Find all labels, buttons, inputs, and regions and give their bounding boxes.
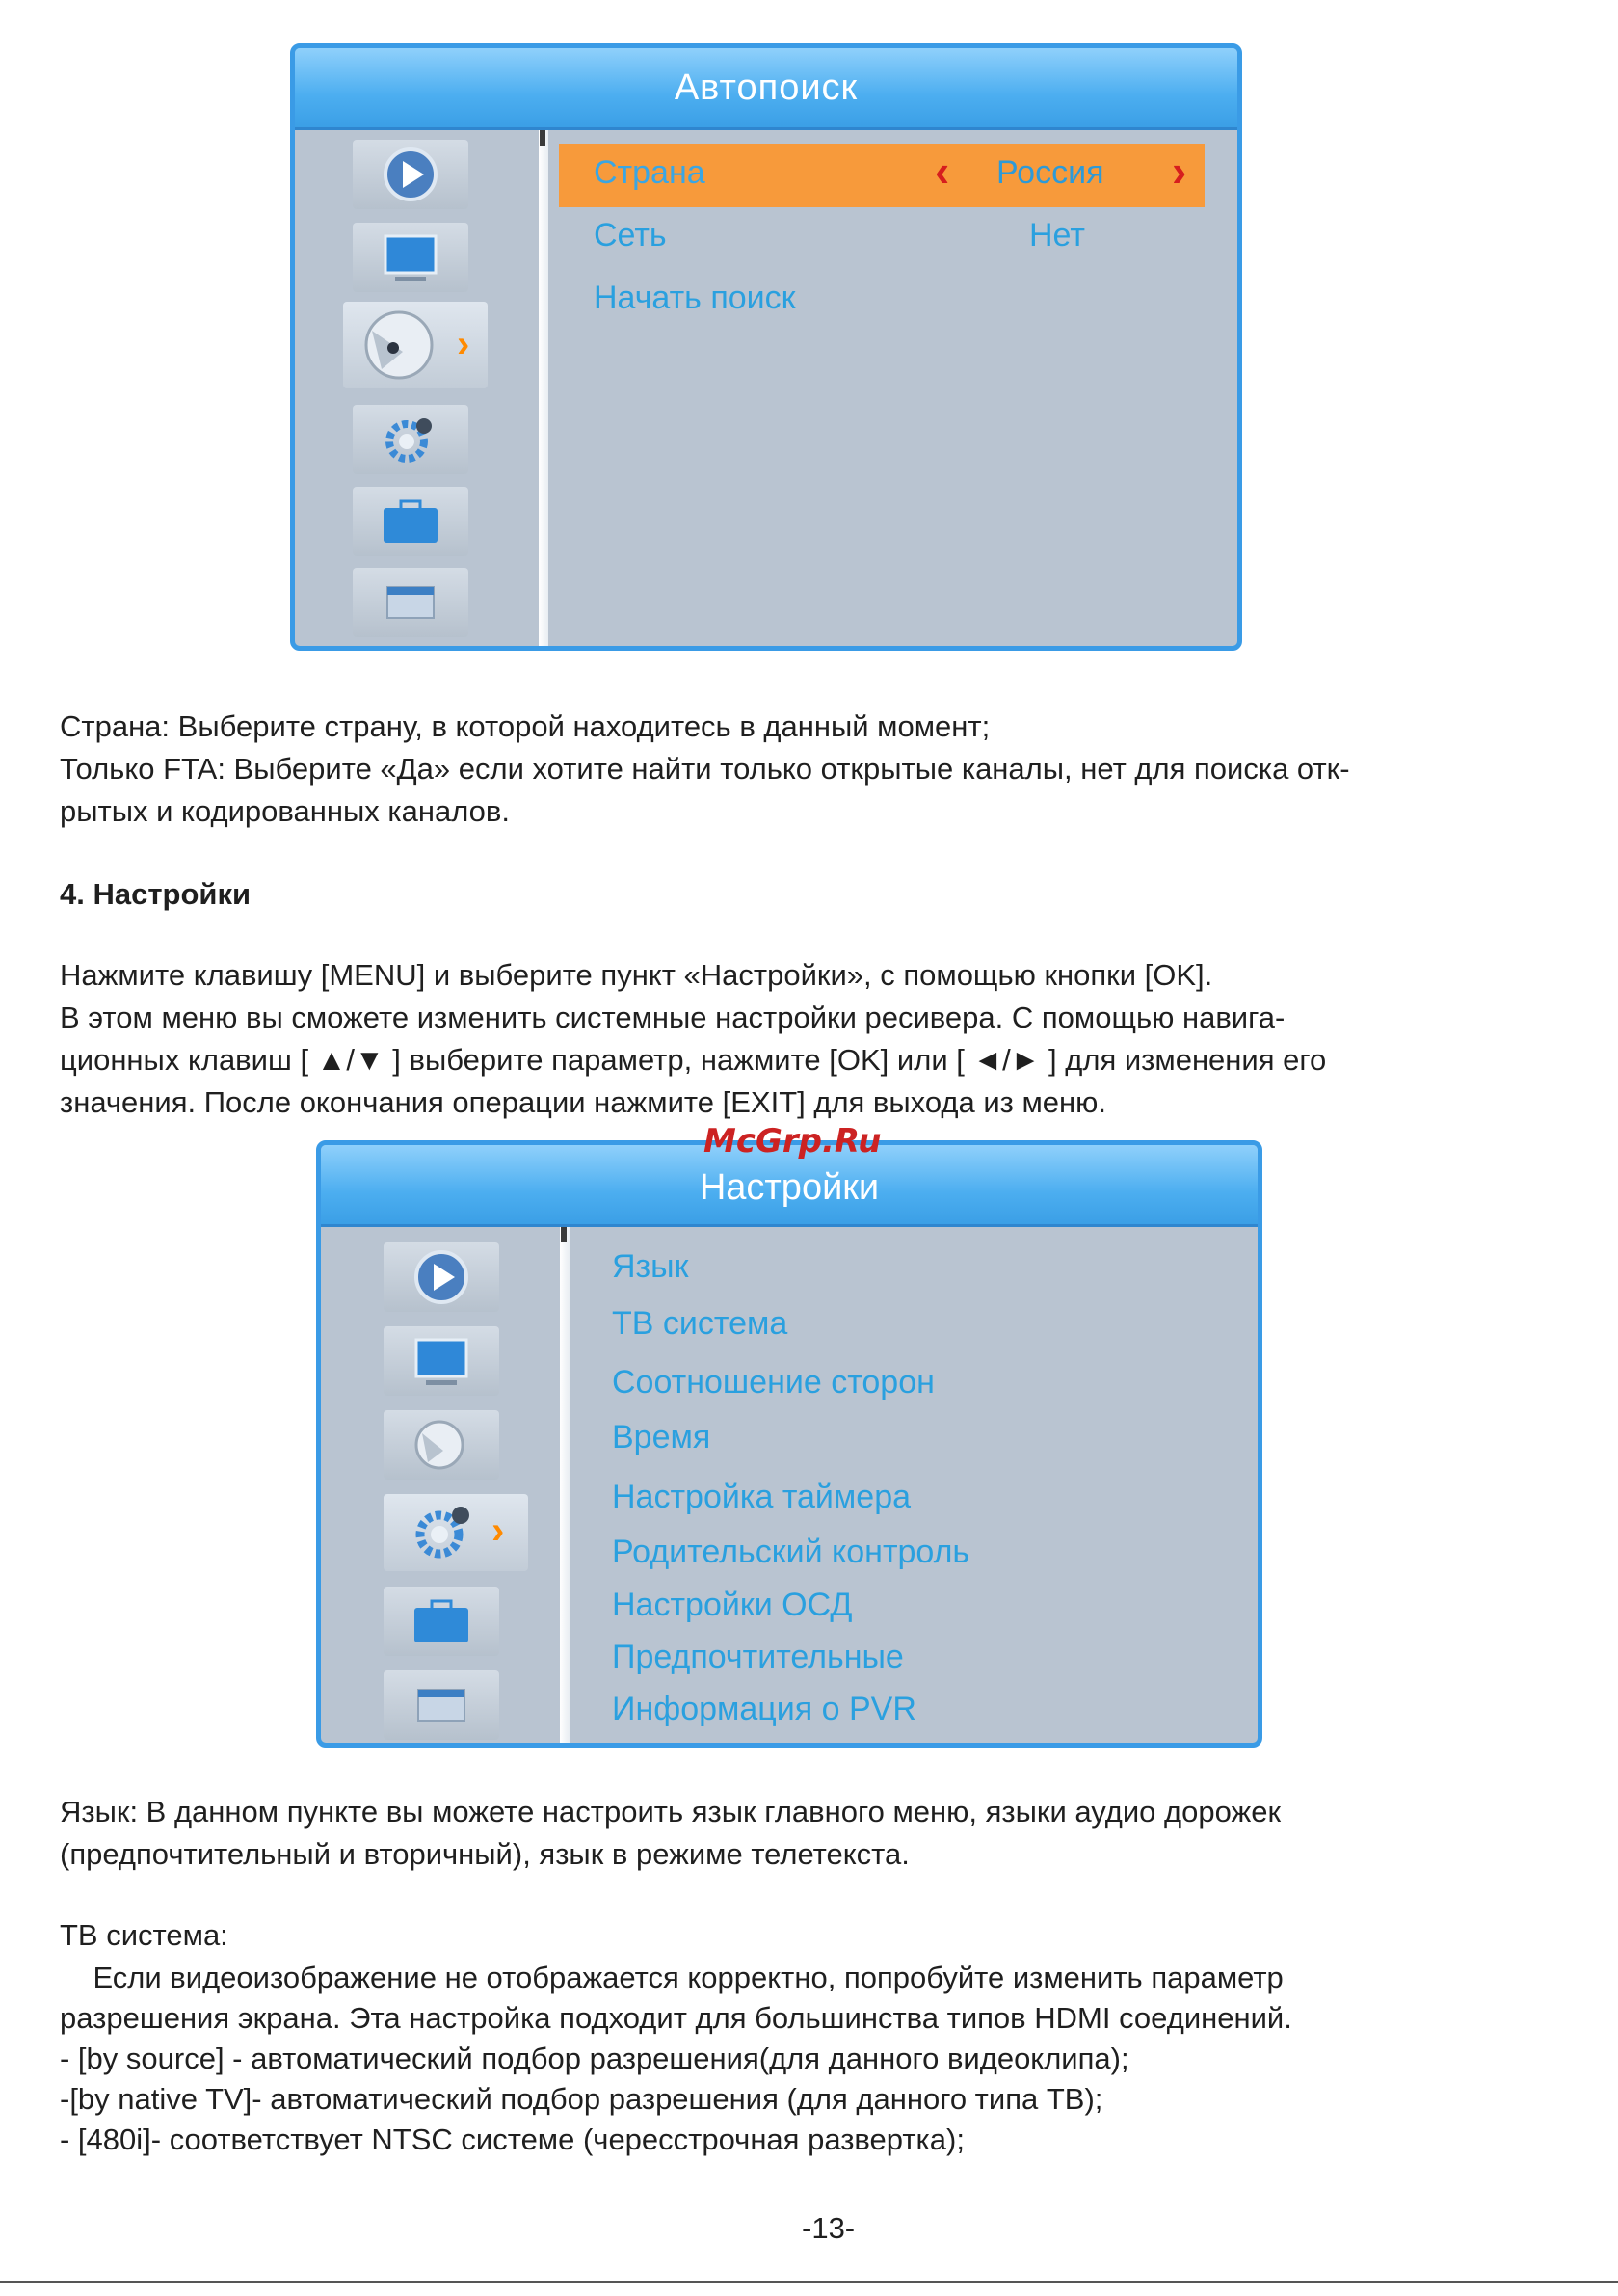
- media-icon-tile[interactable]: [384, 1242, 499, 1312]
- tv-icon-tile[interactable]: [384, 1326, 499, 1396]
- page-number: -13-: [802, 2211, 856, 2245]
- settings-icon-tile[interactable]: [384, 1494, 528, 1571]
- play-icon: [353, 140, 468, 209]
- settings-intro-line-2: В этом меню вы сможете изменить системные настройки ресивера. С помощью навига-: [60, 1001, 1286, 1034]
- menu-item-aspect-ratio[interactable]: Соотношение сторон: [612, 1364, 935, 1401]
- conax-card-icon: [353, 568, 468, 637]
- gear-icon: [384, 1494, 528, 1571]
- briefcase-icon: [353, 487, 468, 556]
- conax-icon-tile[interactable]: [384, 1670, 499, 1740]
- language-description-line-1: Язык: В данном пункте вы можете настроить язык главного меню, языки аудио дорожек: [60, 1795, 1282, 1829]
- section-heading: 4. Настройки: [60, 877, 252, 911]
- settings-divider: [560, 1227, 570, 1743]
- tv-system-line-1: Если видеоизображение не отображается корректно, попробуйте изменить параметр: [60, 1961, 1284, 1994]
- conax-card-icon: [384, 1670, 499, 1740]
- settings-intro-line-1: Нажмите клавишу [MENU] и выберите пункт «Настройки», с помощью кнопки [OK].: [60, 958, 1213, 992]
- menu-item-osd-settings[interactable]: Настройки ОСД: [612, 1587, 853, 1623]
- autosearch-title: Автопоиск: [674, 67, 859, 108]
- network-label[interactable]: Сеть: [594, 217, 667, 254]
- settings-intro-line-3: ционных клавиш [ ▲/▼ ] выберите параметр, нажмите [OK] или [ ◄/► ] для изменения его: [60, 1043, 1327, 1077]
- tv-system-line-4: -[by native TV]- автоматический подбор разрешения (для данного типа ТВ);: [60, 2082, 1103, 2116]
- start-search-item[interactable]: Начать поиск: [594, 280, 796, 316]
- country-label: Страна: [594, 154, 705, 191]
- country-description-line-3: рытых и кодированных каналов.: [60, 794, 510, 828]
- settings-screen: [316, 1140, 1262, 1748]
- satellite-icon-tile[interactable]: [384, 1410, 499, 1480]
- menu-item-pvr-info[interactable]: Информация о PVR: [612, 1691, 916, 1727]
- selected-arrow-icon: ›: [491, 1509, 505, 1552]
- settings-icon-column: [321, 1227, 562, 1743]
- menu-item-parental-control[interactable]: Родительский контроль: [612, 1534, 970, 1570]
- tv-system-heading: ТВ система:: [60, 1918, 228, 1952]
- autosearch-title-bar: [295, 48, 1237, 130]
- country-description-line-2: Только FTA: Выберите «Да» если хотите найти только открытые каналы, нет для поиска отк-: [60, 752, 1350, 786]
- settings-title: Настройки: [699, 1167, 880, 1208]
- play-icon: [384, 1242, 499, 1312]
- tv-system-line-2: разрешения экрана. Эта настройка подходит для большинства типов HDMI соединений.: [60, 2001, 1292, 2035]
- country-arrow-left[interactable]: ‹: [935, 146, 950, 196]
- watermark: McGrp.Ru: [703, 1122, 882, 1161]
- tv-icon-tile[interactable]: [353, 223, 468, 292]
- menu-item-language[interactable]: Язык: [612, 1248, 689, 1285]
- tv-system-line-5: - [480i]- соответствует NTSC системе (чересстрочная развертка);: [60, 2122, 965, 2156]
- menu-item-timer-setting[interactable]: Настройка таймера: [612, 1479, 912, 1515]
- briefcase-icon: [384, 1587, 499, 1656]
- tools-icon-tile[interactable]: [384, 1587, 499, 1656]
- menu-item-time[interactable]: Время: [612, 1419, 711, 1455]
- bottom-rule: [0, 2281, 1618, 2283]
- country-arrow-right[interactable]: ›: [1172, 146, 1187, 196]
- conax-icon-tile[interactable]: [353, 568, 468, 637]
- network-value: Нет: [1029, 217, 1085, 254]
- settings-icon-tile[interactable]: [353, 405, 468, 474]
- language-description-line-2: (предпочтительный и вторичный), язык в режиме телетекста.: [60, 1837, 910, 1871]
- tools-icon-tile[interactable]: [353, 487, 468, 556]
- country-description-line-1: Страна: Выберите страну, в которой находитесь в данный момент;: [60, 709, 991, 743]
- tv-icon: [353, 223, 468, 292]
- settings-intro-line-4: значения. После окончания операции нажмите [EXIT] для выхода из меню.: [60, 1085, 1107, 1119]
- satellite-icon-tile[interactable]: [343, 302, 488, 388]
- tv-icon: [384, 1326, 499, 1396]
- country-value: Россия: [996, 154, 1104, 191]
- autosearch-icon-column: [295, 130, 536, 646]
- menu-item-tv-system[interactable]: ТВ система: [612, 1305, 788, 1342]
- tv-system-line-3: - [by source] - автоматический подбор разрешения(для данного видеоклипа);: [60, 2042, 1129, 2075]
- selected-arrow-icon: ›: [457, 323, 470, 365]
- menu-item-favorites[interactable]: Предпочтительные: [612, 1639, 904, 1675]
- satellite-dish-icon: [384, 1410, 499, 1480]
- media-icon-tile[interactable]: [353, 140, 468, 209]
- autosearch-divider: [539, 130, 548, 646]
- autosearch-screen: [290, 43, 1242, 651]
- gear-icon: [353, 405, 468, 474]
